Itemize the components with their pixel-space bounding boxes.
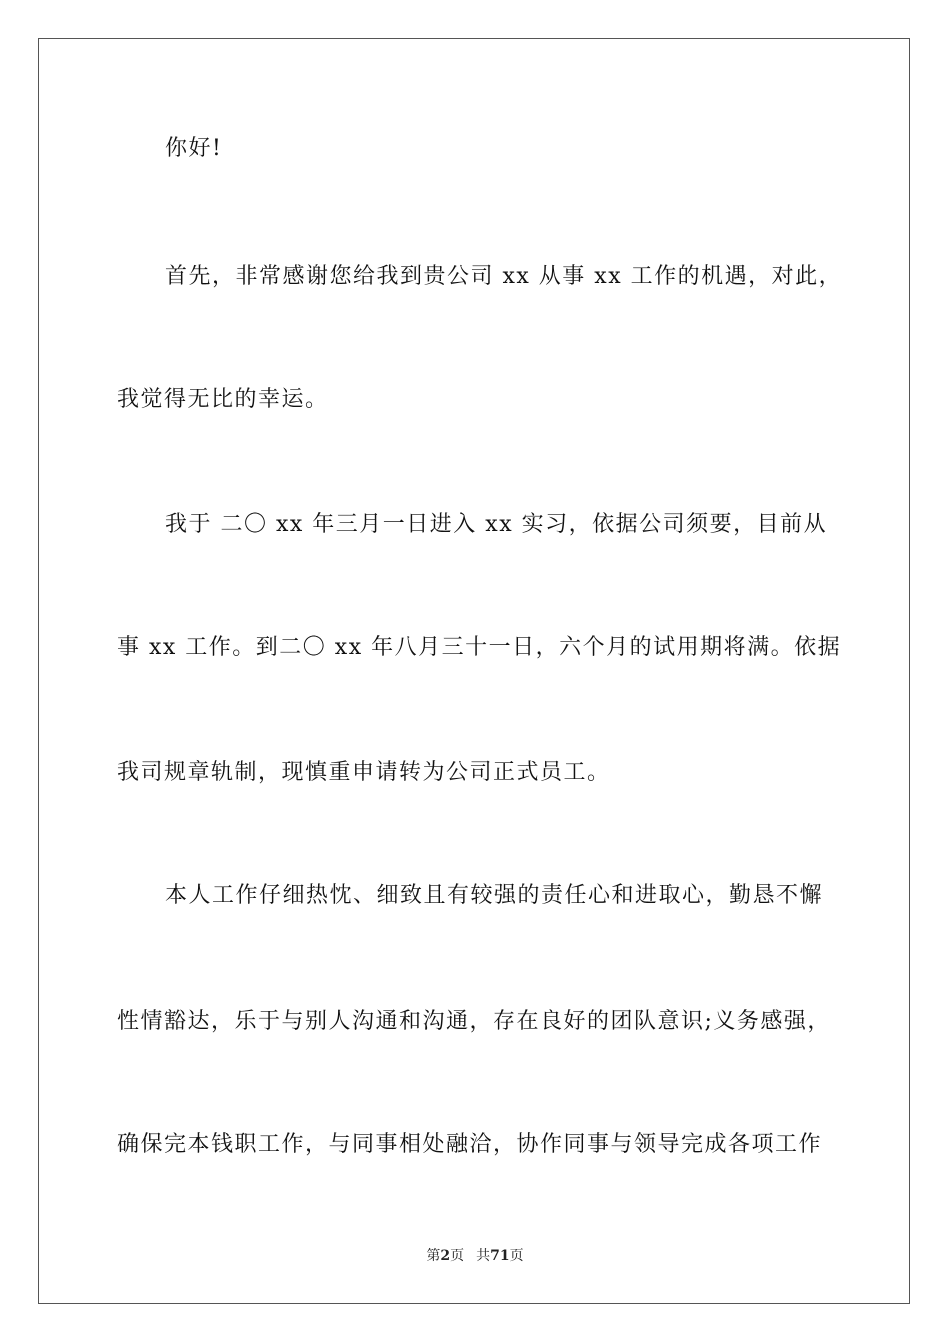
page-number: 2: [440, 1248, 451, 1264]
total-pages: 71: [490, 1248, 510, 1264]
body-line-5: 我司规章轨制，现慎重申请转为公司正式员工。: [117, 760, 611, 785]
total-prefix: 共: [476, 1248, 491, 1264]
body-line-1: 首先，非常感谢您给我到贵公司 xx 从事 xx 工作的机遇，对此，: [165, 264, 843, 289]
page-frame: [38, 38, 910, 1304]
body-line-3: 我于 二〇 xx 年三月一日进入 xx 实习，依据公司须要，目前从: [165, 512, 828, 537]
body-line-4: 事 xx 工作。到二〇 xx 年八月三十一日，六个月的试用期将满。依据: [117, 635, 842, 660]
page-footer: [0, 1246, 950, 1266]
body-line-8: 确保完本钱职工作，与同事相处融洽，协作同事与领导完成各项工作: [117, 1132, 823, 1157]
page-prefix: 第: [426, 1248, 441, 1264]
body-line-7: 性情豁达，乐于与别人沟通和沟通，存在良好的团队意识;义务感强，: [117, 1009, 831, 1034]
body-line-6: 本人工作仔细热忱、细致且有较强的责任心和进取心，勤恳不懈: [165, 883, 824, 908]
total-suffix: 页: [509, 1248, 524, 1264]
body-line-2: 我觉得无比的幸运。: [117, 387, 329, 412]
greeting-line: 你好!: [165, 136, 223, 161]
page-suffix: 页: [450, 1248, 465, 1264]
